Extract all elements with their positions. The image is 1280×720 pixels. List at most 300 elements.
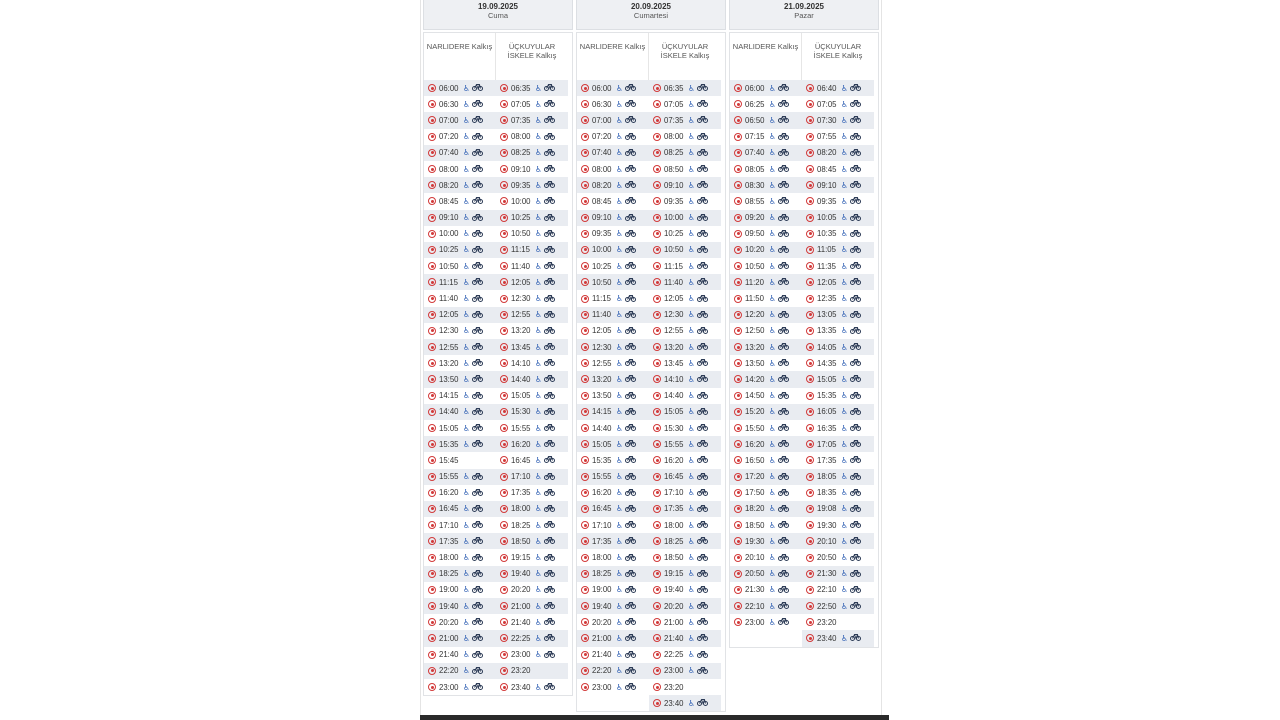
wheelchair-icon: ♿ — [462, 180, 471, 190]
schedule-row — [730, 485, 802, 501]
ship-icon — [734, 440, 742, 448]
schedule-row — [649, 663, 721, 679]
bicycle-icon — [625, 504, 636, 514]
bicycle-icon — [472, 374, 483, 384]
ship-icon — [653, 230, 661, 238]
departure-time: 19:40 — [592, 601, 612, 611]
departure-time: 16:45 — [592, 504, 612, 514]
departure-time: 15:30 — [664, 423, 684, 433]
schedule-row — [730, 193, 802, 209]
departure-time: 13:50 — [592, 391, 612, 401]
wheelchair-icon: ♿ — [768, 455, 777, 465]
schedule-row — [730, 371, 802, 387]
schedule-row — [424, 452, 496, 468]
schedule-row — [649, 80, 721, 96]
wheelchair-icon: ♿ — [534, 196, 543, 206]
uckuyular-column — [496, 80, 568, 695]
departure-time: 11:35 — [817, 261, 836, 271]
bicycle-icon — [625, 374, 636, 384]
wheelchair-icon: ♿ — [534, 213, 543, 223]
schedule-row — [424, 404, 496, 420]
wheelchair-icon: ♿ — [687, 229, 696, 239]
bicycle-icon — [544, 569, 555, 579]
departure-time: 10:00 — [439, 229, 459, 239]
ship-icon — [500, 359, 508, 367]
wheelchair-icon: ♿ — [534, 617, 543, 627]
schedule-row — [424, 566, 496, 582]
departure-time: 15:05 — [592, 439, 612, 449]
bicycle-icon — [778, 553, 789, 563]
narlidere-column — [424, 80, 496, 695]
departure-time: 12:50 — [745, 326, 765, 336]
ship-icon — [581, 100, 589, 108]
bicycle-icon — [625, 439, 636, 449]
wheelchair-icon: ♿ — [840, 132, 849, 142]
wheelchair-icon: ♿ — [840, 358, 849, 368]
bicycle-icon — [697, 488, 708, 498]
wheelchair-icon: ♿ — [462, 407, 471, 417]
wheelchair-icon: ♿ — [768, 504, 777, 514]
wheelchair-icon: ♿ — [768, 553, 777, 563]
ship-icon — [428, 521, 436, 529]
wheelchair-icon: ♿ — [687, 439, 696, 449]
wheelchair-icon: ♿ — [687, 423, 696, 433]
schedule-row — [649, 258, 721, 274]
wheelchair-icon: ♿ — [615, 682, 624, 692]
bicycle-icon — [697, 536, 708, 546]
schedule-row — [649, 371, 721, 387]
departure-time: 07:35 — [664, 115, 684, 125]
ship-icon — [581, 634, 589, 642]
ship-icon — [653, 246, 661, 254]
departure-time: 21:00 — [439, 633, 459, 643]
ship-icon — [428, 456, 436, 464]
bicycle-icon — [544, 326, 555, 336]
ship-icon — [581, 473, 589, 481]
bicycle-icon — [625, 115, 636, 125]
departure-time: 19:08 — [817, 504, 837, 514]
departure-time: 13:20 — [664, 342, 684, 352]
schedule-row — [730, 469, 802, 485]
bicycle-icon — [544, 261, 555, 271]
wheelchair-icon: ♿ — [615, 569, 624, 579]
ship-icon — [428, 537, 436, 545]
ship-icon — [806, 537, 814, 545]
wheelchair-icon: ♿ — [840, 310, 849, 320]
ship-icon — [428, 116, 436, 124]
departure-time: 13:45 — [664, 358, 684, 368]
ship-icon — [653, 278, 661, 286]
schedule-row — [496, 630, 568, 646]
bicycle-icon — [625, 650, 636, 660]
wheelchair-icon: ♿ — [840, 261, 849, 271]
bicycle-icon — [697, 342, 708, 352]
bicycle-icon — [625, 180, 636, 190]
departure-time: 09:10 — [592, 213, 612, 223]
departure-time: 18:25 — [664, 536, 684, 546]
departure-time: 09:35 — [664, 196, 684, 206]
wheelchair-icon: ♿ — [840, 326, 849, 336]
bicycle-icon — [850, 277, 861, 287]
schedule-row — [802, 388, 874, 404]
ship-icon — [581, 359, 589, 367]
ship-icon — [428, 473, 436, 481]
departure-time: 07:05 — [511, 99, 531, 109]
schedule-row — [577, 290, 649, 306]
day-column-saturday — [576, 0, 726, 708]
wheelchair-icon: ♿ — [462, 196, 471, 206]
ship-icon — [500, 683, 508, 691]
schedule-row — [424, 598, 496, 614]
wheelchair-icon: ♿ — [462, 310, 471, 320]
schedule-row — [802, 258, 874, 274]
bicycle-icon — [472, 633, 483, 643]
bicycle-icon — [778, 374, 789, 384]
bicycle-icon — [778, 115, 789, 125]
wheelchair-icon: ♿ — [615, 132, 624, 142]
schedule-row — [649, 161, 721, 177]
wheelchair-icon: ♿ — [687, 83, 696, 93]
ship-icon — [653, 586, 661, 594]
departure-time: 11:15 — [664, 261, 683, 271]
bicycle-icon — [697, 164, 708, 174]
departure-time: 10:00 — [664, 213, 684, 223]
bicycle-icon — [850, 180, 861, 190]
ship-icon — [734, 116, 742, 124]
ship-icon — [806, 295, 814, 303]
ship-icon — [500, 521, 508, 529]
departure-time: 07:15 — [745, 132, 765, 142]
bicycle-icon — [697, 374, 708, 384]
table-body — [424, 80, 572, 695]
ship-icon — [428, 586, 436, 594]
bicycle-icon — [544, 245, 555, 255]
ship-icon — [734, 214, 742, 222]
departure-time: 15:05 — [817, 374, 837, 384]
ship-icon — [734, 408, 742, 416]
departure-time: 20:20 — [511, 585, 531, 595]
bicycle-icon — [472, 617, 483, 627]
bicycle-icon — [625, 553, 636, 563]
wheelchair-icon: ♿ — [534, 277, 543, 287]
schedule-row — [424, 647, 496, 663]
wheelchair-icon: ♿ — [615, 633, 624, 643]
ship-icon — [653, 100, 661, 108]
schedule-row — [424, 549, 496, 565]
departure-time: 10:50 — [745, 261, 765, 271]
schedule-row — [649, 630, 721, 646]
ship-icon — [806, 392, 814, 400]
day-name: Cuma — [487, 11, 508, 20]
ship-icon — [806, 214, 814, 222]
departure-time: 06:00 — [745, 83, 765, 93]
departure-time: 10:50 — [511, 229, 531, 239]
bottom-scroll-bar[interactable] — [420, 715, 889, 720]
ship-icon — [500, 456, 508, 464]
schedule-row — [649, 695, 721, 711]
wheelchair-icon: ♿ — [462, 682, 471, 692]
schedule-row — [424, 582, 496, 598]
departure-time: 13:05 — [817, 310, 837, 320]
departure-time: 15:35 — [592, 455, 612, 465]
ship-icon — [653, 149, 661, 157]
departure-time: 19:30 — [817, 520, 837, 530]
schedule-row — [424, 469, 496, 485]
ship-icon — [428, 440, 436, 448]
bicycle-icon — [472, 439, 483, 449]
departure-time: 13:20 — [745, 342, 765, 352]
schedule-row — [802, 371, 874, 387]
bicycle-icon — [544, 682, 555, 692]
schedule-row — [730, 420, 802, 436]
schedule-row — [496, 323, 568, 339]
departure-time: 20:20 — [592, 617, 612, 627]
bicycle-icon — [850, 601, 861, 611]
schedule-row — [577, 339, 649, 355]
ship-icon — [734, 489, 742, 497]
wheelchair-icon: ♿ — [462, 585, 471, 595]
wheelchair-icon: ♿ — [534, 180, 543, 190]
ship-icon — [806, 570, 814, 578]
schedule-row — [577, 404, 649, 420]
schedule-row — [730, 582, 802, 598]
bicycle-icon — [625, 148, 636, 158]
schedule-row — [730, 96, 802, 112]
departure-time: 06:50 — [745, 115, 765, 125]
departure-time: 08:45 — [817, 164, 837, 174]
schedule-row — [424, 112, 496, 128]
departure-time: 15:05 — [511, 391, 531, 401]
schedule-row — [496, 226, 568, 242]
ship-icon — [500, 634, 508, 642]
wheelchair-icon: ♿ — [534, 132, 543, 142]
ship-icon — [806, 521, 814, 529]
schedule-row — [802, 274, 874, 290]
departure-time: 10:00 — [511, 196, 531, 206]
ship-icon — [500, 424, 508, 432]
bicycle-icon — [625, 666, 636, 676]
bicycle-icon — [778, 536, 789, 546]
ship-icon — [734, 570, 742, 578]
schedule-row — [496, 290, 568, 306]
schedule-row — [496, 404, 568, 420]
departure-time: 18:05 — [817, 472, 837, 482]
bicycle-icon — [625, 261, 636, 271]
wheelchair-icon: ♿ — [768, 617, 777, 627]
ship-icon — [734, 327, 742, 335]
schedule-row — [577, 307, 649, 323]
bicycle-icon — [544, 164, 555, 174]
departure-time: 15:55 — [664, 439, 684, 449]
wheelchair-icon: ♿ — [462, 536, 471, 546]
schedule-row — [802, 549, 874, 565]
departure-time: 22:20 — [439, 666, 459, 676]
departure-time: 23:20 — [817, 617, 837, 627]
ship-icon — [500, 343, 508, 351]
bicycle-icon — [472, 358, 483, 368]
wheelchair-icon: ♿ — [462, 553, 471, 563]
table-body — [577, 80, 725, 711]
departure-time: 12:35 — [817, 294, 837, 304]
bicycle-icon — [625, 164, 636, 174]
wheelchair-icon: ♿ — [534, 326, 543, 336]
ship-icon — [581, 133, 589, 141]
departure-time: 17:10 — [664, 488, 684, 498]
ship-icon — [581, 214, 589, 222]
schedule-row — [649, 501, 721, 517]
bicycle-icon — [850, 132, 861, 142]
bicycle-icon — [778, 148, 789, 158]
schedule-row — [496, 193, 568, 209]
bicycle-icon — [544, 148, 555, 158]
ship-icon — [500, 602, 508, 610]
ship-icon — [653, 181, 661, 189]
bicycle-icon — [697, 245, 708, 255]
departure-time: 20:50 — [817, 553, 837, 563]
wheelchair-icon: ♿ — [768, 391, 777, 401]
bicycle-icon — [778, 391, 789, 401]
ship-icon — [428, 602, 436, 610]
wheelchair-icon: ♿ — [840, 488, 849, 498]
wheelchair-icon: ♿ — [768, 164, 777, 174]
departure-time: 11:15 — [511, 245, 530, 255]
departure-time: 21:30 — [745, 585, 765, 595]
departure-time: 12:05 — [439, 310, 459, 320]
bicycle-icon — [544, 99, 555, 109]
schedule-row — [496, 242, 568, 258]
schedule-row — [730, 145, 802, 161]
bicycle-icon — [544, 488, 555, 498]
departure-time: 08:25 — [511, 148, 531, 158]
schedule-row — [649, 388, 721, 404]
ship-icon — [581, 554, 589, 562]
schedule-row — [802, 129, 874, 145]
bicycle-icon — [697, 504, 708, 514]
ship-icon — [806, 634, 814, 642]
ship-icon — [428, 634, 436, 642]
bicycle-icon — [625, 472, 636, 482]
ship-icon — [581, 116, 589, 124]
ship-icon — [581, 181, 589, 189]
ship-icon — [500, 489, 508, 497]
wheelchair-icon: ♿ — [534, 536, 543, 546]
schedule-row — [424, 420, 496, 436]
ship-icon — [500, 262, 508, 270]
departure-time: 17:35 — [511, 488, 531, 498]
schedule-row — [496, 80, 568, 96]
departure-time: 20:10 — [745, 553, 765, 563]
schedule-row — [424, 210, 496, 226]
departure-time: 09:50 — [745, 229, 765, 239]
schedule-row — [730, 323, 802, 339]
schedule-row — [424, 323, 496, 339]
schedule-row — [424, 290, 496, 306]
bicycle-icon — [472, 342, 483, 352]
departure-time: 18:25 — [439, 569, 459, 579]
ship-icon — [734, 278, 742, 286]
schedule-row — [649, 339, 721, 355]
ship-icon — [428, 554, 436, 562]
bicycle-icon — [697, 407, 708, 417]
departure-time: 08:25 — [664, 148, 684, 158]
ship-icon — [806, 586, 814, 594]
ship-icon — [428, 651, 436, 659]
wheelchair-icon: ♿ — [462, 229, 471, 239]
departure-time: 19:40 — [511, 569, 531, 579]
ship-icon — [428, 618, 436, 626]
bicycle-icon — [850, 83, 861, 93]
wheelchair-icon: ♿ — [840, 294, 849, 304]
wheelchair-icon: ♿ — [687, 180, 696, 190]
wheelchair-icon: ♿ — [462, 488, 471, 498]
bicycle-icon — [544, 423, 555, 433]
schedule-row — [577, 501, 649, 517]
schedule-row — [649, 582, 721, 598]
ship-icon — [500, 100, 508, 108]
schedule-row — [649, 129, 721, 145]
ship-icon — [734, 392, 742, 400]
ship-icon — [653, 602, 661, 610]
schedule-row — [649, 469, 721, 485]
bicycle-icon — [472, 115, 483, 125]
bicycle-icon — [778, 164, 789, 174]
ship-icon — [653, 375, 661, 383]
schedule-row — [802, 323, 874, 339]
ship-icon — [500, 84, 508, 92]
bicycle-icon — [850, 342, 861, 352]
schedule-row — [496, 274, 568, 290]
schedule-row — [730, 307, 802, 323]
schedule-row — [730, 501, 802, 517]
ship-icon — [581, 651, 589, 659]
ship-icon — [653, 295, 661, 303]
bicycle-icon — [850, 504, 861, 514]
departure-time: 11:50 — [745, 294, 764, 304]
wheelchair-icon: ♿ — [840, 585, 849, 595]
schedule-row — [730, 210, 802, 226]
schedule-row — [730, 517, 802, 533]
departure-time: 07:20 — [592, 132, 612, 142]
departure-time: 16:35 — [817, 423, 837, 433]
wheelchair-icon: ♿ — [768, 536, 777, 546]
header-narlidere: NARLIDERE Kalkış — [424, 33, 496, 80]
wheelchair-icon: ♿ — [462, 666, 471, 676]
departure-time: 09:35 — [511, 180, 531, 190]
schedule-row — [496, 647, 568, 663]
bicycle-icon — [472, 666, 483, 676]
bicycle-icon — [850, 488, 861, 498]
wheelchair-icon: ♿ — [687, 585, 696, 595]
bicycle-icon — [850, 439, 861, 449]
ship-icon — [734, 456, 742, 464]
departure-time: 10:25 — [592, 261, 612, 271]
ship-icon — [500, 165, 508, 173]
departure-time: 06:35 — [511, 83, 531, 93]
schedule-row — [496, 582, 568, 598]
ship-icon — [806, 408, 814, 416]
wheelchair-icon: ♿ — [462, 650, 471, 660]
bicycle-icon — [625, 488, 636, 498]
ship-icon — [653, 343, 661, 351]
schedule-row — [649, 436, 721, 452]
bicycle-icon — [850, 229, 861, 239]
bicycle-icon — [625, 213, 636, 223]
wheelchair-icon: ♿ — [840, 148, 849, 158]
departure-time: 10:50 — [664, 245, 684, 255]
ship-icon — [581, 602, 589, 610]
wheelchair-icon: ♿ — [615, 585, 624, 595]
wheelchair-icon: ♿ — [687, 132, 696, 142]
